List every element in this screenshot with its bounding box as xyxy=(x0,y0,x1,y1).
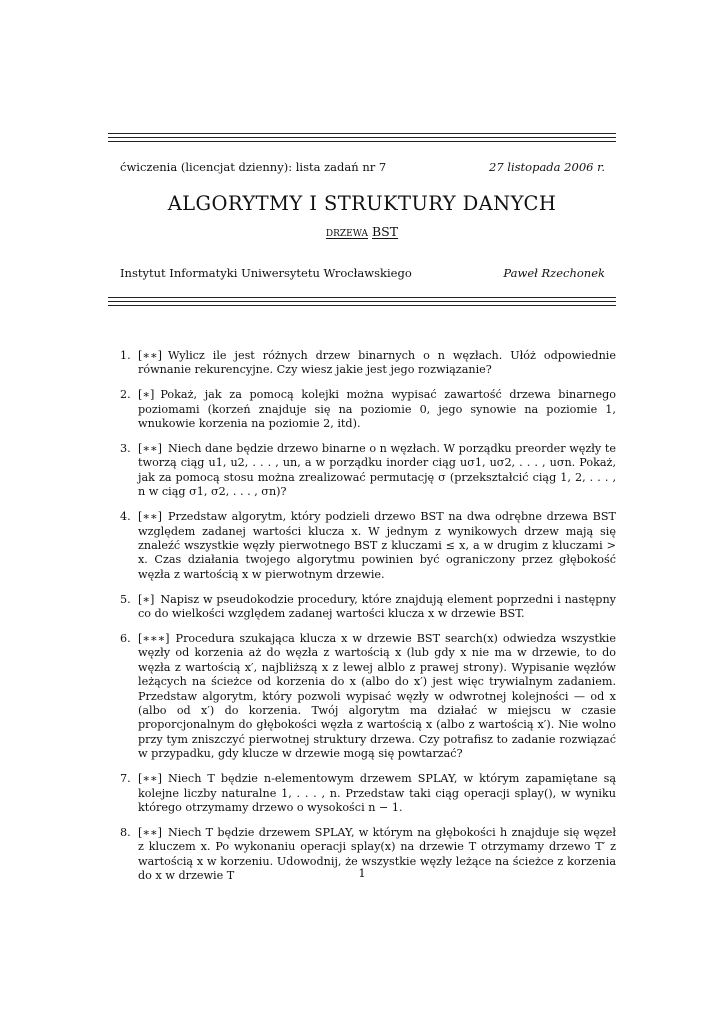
course-info: ćwiczenia (licencjat dzienny): lista zadań nr 7 xyxy=(120,160,387,174)
problem-item xyxy=(120,593,616,622)
author: Paweł Rzechonek xyxy=(503,266,605,280)
date: 27 listopada 2006 r. xyxy=(489,160,605,174)
problem-number: 8. xyxy=(120,825,131,839)
top-rule-3 xyxy=(108,141,616,142)
problem-text: Napisz w pseudokodzie procedury, które znajdują element poprzedni i następny co do wielkości względem zadanej wartości klucza x w drzewie BST. xyxy=(138,592,616,621)
top-rule-2 xyxy=(108,137,616,138)
difficulty-mark: [∗∗∗] xyxy=(138,632,170,645)
bottom-rule-2 xyxy=(108,301,616,302)
institute: Instytut Informatyki Uniwersytetu Wrocławskiego xyxy=(120,266,412,280)
problem-number: 6. xyxy=(120,632,131,645)
bottom-rule-3 xyxy=(108,305,616,306)
page-number: 1 xyxy=(358,866,366,880)
problem-number: 1. xyxy=(120,349,131,362)
page-subtitle xyxy=(108,224,616,239)
problem-number: 5. xyxy=(120,592,131,606)
problem-number: 2. xyxy=(120,388,131,402)
problem-text: Niech T będzie n-elementowym drzewem SPLAY, w którym zapamiętane są kolejne liczby naturalne 1, . . . , n. Przedstaw taki ciąg operacji splay(), w wyniku którego otrzymamy drzewo o wysokości n − 1. xyxy=(138,772,616,814)
page-title: ALGORYTMY I STRUKTURY DANYCH xyxy=(167,192,557,215)
problem-number: 7. xyxy=(120,772,131,786)
problem-item xyxy=(120,442,616,500)
problem-item xyxy=(120,772,616,815)
problem-text: Niech T będzie drzewem SPLAY, w którym na głębokości h znajduje się węzeł z kluczem x. Po wykonaniu operacji splay(x) na drzewie T otrzymamy drzewo T′ z wartością x w korzeniu. Udowodnij, że wszystkie węzły leżące na ścieżce z korzenia do x w drzewie T xyxy=(138,825,616,883)
difficulty-mark: [∗] xyxy=(138,592,155,606)
problem-text: Przedstaw algorytm, który podzieli drzewo BST na dwa odrębne drzewa BST względem zadanej wartości klucza x. W jednym z wynikowych drzew mają się znaleźć wszystkie węzły pierwotnego BST z kluczami ≤ x, a w drugim z kluczami > x. Czas działania twojego algorytmu powinien być ograniczony przez głębokość węzła z wartością x w pierwotnym drzewie. xyxy=(138,510,616,581)
difficulty-mark: [∗∗] xyxy=(138,772,162,786)
affiliation-line xyxy=(120,266,605,280)
problem-text: Wylicz ile jest różnych drzew binarnych o n węzłach. Ułóż odpowiednie równanie rekurencyjne. Czy wiesz jakie jest jego rozwiązanie? xyxy=(138,349,616,377)
difficulty-mark: [∗] xyxy=(138,388,155,402)
problem-text: Procedura szukająca klucza x w drzewie BST search(x) odwiedza wszystkie węzły od korzenia aż do węzła z wartością x (lub gdy x nie ma w drzewie, to do węzła z wartością x′, najbliższą x z lewej alblo z prawej strony). Wypisanie węzłów leżących na ścieżce od korzenia do x (albo do x′) jest więc trywialnym zadaniem. Przedstaw algorytm, który pozwoli wypisać węzły w odwrotnej kolejności — od x (albo od x′) do korzenia. Twój algorytm ma działać w miejscu w czasie proporcjonalnym do głębokości węzła z wartością x (albo z wartością x′). Nie wolno przy tym zniszczyć pierwotnej struktury drzewa. Czy potrafisz to zadanie rozwiązać w przypadku, gdy klucze w drzewie mogą się powtarzać? xyxy=(138,632,616,761)
problem-number: 4. xyxy=(120,510,131,524)
problem-item xyxy=(120,510,616,582)
bottom-rule-1 xyxy=(108,297,616,298)
problem-item xyxy=(120,349,616,378)
problem-text: Niech dane będzie drzewo binarne o n węzłach. W porządku preorder węzły te tworzą ciąg u1, u2, . . . , un, a w porządku inorder ciąg uσ1, uσ2, . . . , uσn. Pokaż, jak za pomocą stosu można zrealizować permutację σ (przekształcić ciąg 1, 2, . . . , n w ciąg σ1, σ2, . . . , σn)? xyxy=(138,442,616,499)
problem-list xyxy=(120,349,616,894)
difficulty-mark: [∗∗] xyxy=(138,510,162,524)
problem-item xyxy=(120,632,616,762)
difficulty-mark: [∗∗] xyxy=(138,825,162,839)
top-rule-1 xyxy=(108,133,616,134)
problem-number: 3. xyxy=(120,442,131,456)
difficulty-mark: [∗∗] xyxy=(138,349,162,362)
subtitle-suffix: BST xyxy=(372,224,399,239)
problem-text: Pokaż, jak za pomocą kolejki można wypisać zawartość drzewa binarnego poziomami (korzeń znajduje się na poziomie 0, jego synowie na poziomie 1, wnukowie korzenia na poziomie 2, itd). xyxy=(138,388,616,431)
course-header xyxy=(120,160,605,174)
problem-item xyxy=(120,388,616,431)
difficulty-mark: [∗∗] xyxy=(138,442,162,456)
subtitle-prefix: drzewa xyxy=(325,224,369,239)
